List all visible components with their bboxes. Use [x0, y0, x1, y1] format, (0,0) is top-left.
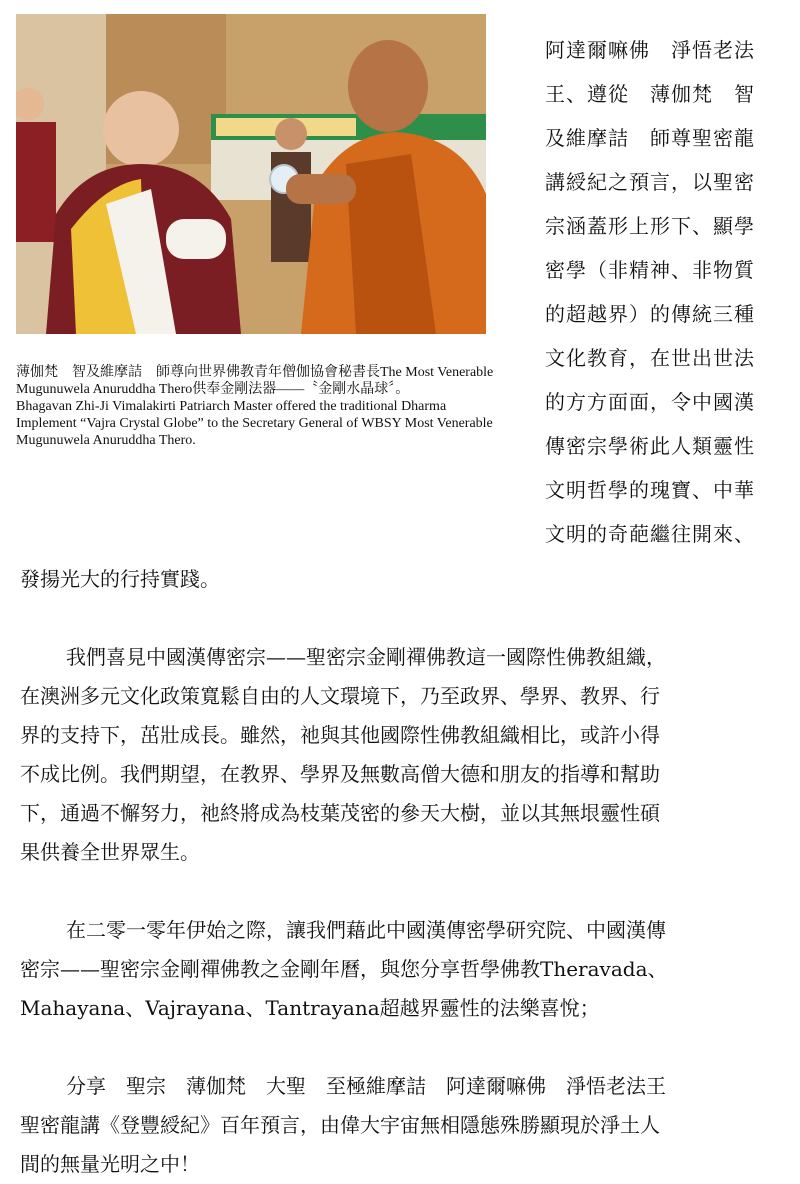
- paragraph-line: 果供養全世界眾生。: [20, 840, 200, 864]
- paragraph-gap: [20, 599, 780, 638]
- paragraph-line: 間的無量光明之中！: [20, 1152, 200, 1176]
- paragraph-2: [20, 638, 780, 872]
- caption-chinese: 薄伽梵 智及維摩詰 師尊向世界佛教青年僧伽協會秘書長The Most Venerable Mugunuwela Anuruddha Thero供奉金剛法器——〝金剛水晶球〞。: [16, 365, 494, 397]
- side-line: 及維摩詰 師尊聖密龍: [545, 126, 755, 150]
- side-line: 文明哲學的瑰寶、中華: [545, 478, 755, 502]
- paragraph-line: 我們喜見中國漢傳密宗——聖密宗金剛禪佛教這一國際性佛教組織，: [66, 645, 666, 669]
- body-text: [20, 560, 780, 1184]
- side-line: 宗涵蓋形上形下、顯學: [545, 214, 755, 238]
- side-line: 的方方面面，令中國漢: [545, 390, 755, 414]
- side-line: 王、遵從 薄伽梵 智: [545, 82, 755, 106]
- paragraph-4: [20, 1067, 780, 1184]
- paragraph-3: [20, 911, 780, 1028]
- photo-caption: [16, 364, 506, 449]
- caption-english: Bhagavan Zhi-Ji Vimalakirti Patriarch Master offered the traditional Dharma Implement “Vajra Crystal Globe” to the Secretary General of WBSY Most Venerable Mugunuwela Anuruddha Thero.: [16, 399, 493, 448]
- paragraph-line: 分享 聖宗 薄伽梵 大聖 至極維摩詰 阿達爾嘛佛 淨悟老法王: [66, 1074, 666, 1098]
- paragraph-line: 在澳洲多元文化政策寬鬆自由的人文環境下，乃至政界、學界、教界、行: [20, 684, 660, 708]
- paragraph-gap: [20, 872, 780, 911]
- side-line: 講綬紀之預言，以聖密: [545, 170, 755, 194]
- paragraph-line: 在二零一零年伊始之際，讓我們藉此中國漢傳密學研究院、中國漢傳: [66, 918, 666, 942]
- paragraph-line: Mahayana、Vajrayana、Tantrayana超越界靈性的法樂喜悅；: [20, 996, 600, 1020]
- paragraph-line: 不成比例。我們期望，在教界、學界及無數高僧大德和朋友的指導和幫助: [20, 762, 660, 786]
- ceremony-photo: [16, 14, 486, 334]
- side-line: 傳密宗學術此人類靈性: [545, 434, 755, 458]
- side-column-text: [545, 28, 781, 556]
- side-line: 文明的奇葩繼往開來、: [545, 522, 755, 546]
- paragraph-line: 聖密龍講《登豐綬紀》百年預言，由偉大宇宙無相隱態殊勝顯現於淨土人: [20, 1113, 660, 1137]
- paragraph-line: 下，通過不懈努力，祂終將成為枝葉茂密的參天大樹，並以其無垠靈性碩: [20, 801, 660, 825]
- paragraph-line: 界的支持下，茁壯成長。雖然，祂與其他國際性佛教組織相比，或許小得: [20, 723, 660, 747]
- side-line: 密學（非精神、非物質: [545, 258, 755, 282]
- side-line: 的超越界）的傳統三種: [545, 302, 755, 326]
- continuation-line: 發揚光大的行持實踐。: [20, 567, 220, 591]
- paragraph-gap: [20, 1028, 780, 1067]
- side-line: 阿達爾嘛佛 淨悟老法: [545, 38, 755, 62]
- side-line: 文化教育，在世出世法: [545, 346, 755, 370]
- paragraph-line: 密宗——聖密宗金剛禪佛教之金剛年曆，與您分享哲學佛教Theravada、: [20, 957, 668, 981]
